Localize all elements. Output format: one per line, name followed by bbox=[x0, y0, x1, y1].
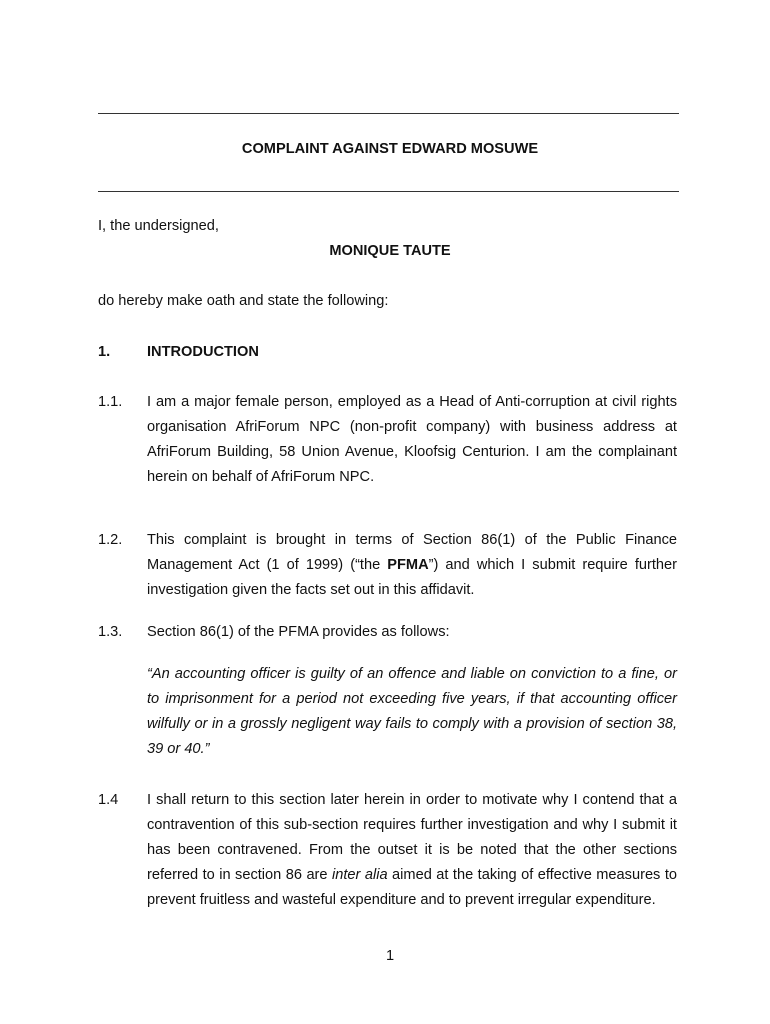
paragraph-number: 1.4 bbox=[98, 792, 119, 808]
intro-line: I, the undersigned, bbox=[98, 218, 219, 234]
paragraph-number: 1.3. bbox=[98, 624, 123, 640]
paragraph-text-part: ”) and which I submit require further investigation given the facts set out in this affidavit. bbox=[147, 557, 677, 598]
paragraph-text: I am a major female person, employed as a Head of Anti-corruption at civil rights organisation AfriForum NPC (non-profit company) with business address at AfriForum Building, 58 Union Avenue, Kloofsig Centurion. I am the complainant herein on behalf of AfriForum NPC. bbox=[147, 394, 677, 485]
paragraph-text-part: This complaint is brought in terms of Section 86(1) of the Public Finance Management Act (1 of 1999) (“the bbox=[147, 532, 677, 573]
pfma-abbreviation: PFMA bbox=[387, 557, 429, 573]
document-title: COMPLAINT AGAINST EDWARD MOSUWE bbox=[241, 141, 539, 157]
section-number: 1. bbox=[98, 344, 111, 360]
paragraph-text: Section 86(1) of the PFMA provides as follows: bbox=[147, 624, 450, 640]
paragraph-text-part: I shall return to this section later herein in order to motivate why I contend that a contravention of this sub-section requires further investigation and why I submit it has been contravened. From the outset it is be noted that the other sections referred to in section 86 are bbox=[147, 792, 677, 883]
section-heading: INTRODUCTION bbox=[147, 344, 259, 360]
paragraph-number: 1.2. bbox=[98, 532, 123, 548]
paragraph-text-part: aimed at the taking of effective measures to prevent fruitless and wasteful expenditure and to prevent irregular expenditure. bbox=[147, 867, 677, 908]
deponent-name: MONIQUE TAUTE bbox=[329, 243, 451, 259]
title-bottom-rule bbox=[98, 191, 679, 192]
inter-alia-italic: inter alia bbox=[332, 867, 388, 883]
oath-line: do hereby make oath and state the following: bbox=[98, 293, 389, 309]
paragraph-text bbox=[147, 528, 677, 603]
top-rule bbox=[98, 113, 679, 114]
paragraph-text bbox=[147, 788, 677, 913]
quoted-statute: “An accounting officer is guilty of an offence and liable on conviction to a fine, or to imprisonment for a period not exceeding five years, if that accounting officer wilfully or in a grossly negligent way fails to comply with a provision of section 38, 39 or 40.” bbox=[147, 666, 677, 757]
page-number: 1 bbox=[385, 948, 395, 964]
paragraph-number: 1.1. bbox=[98, 394, 123, 410]
